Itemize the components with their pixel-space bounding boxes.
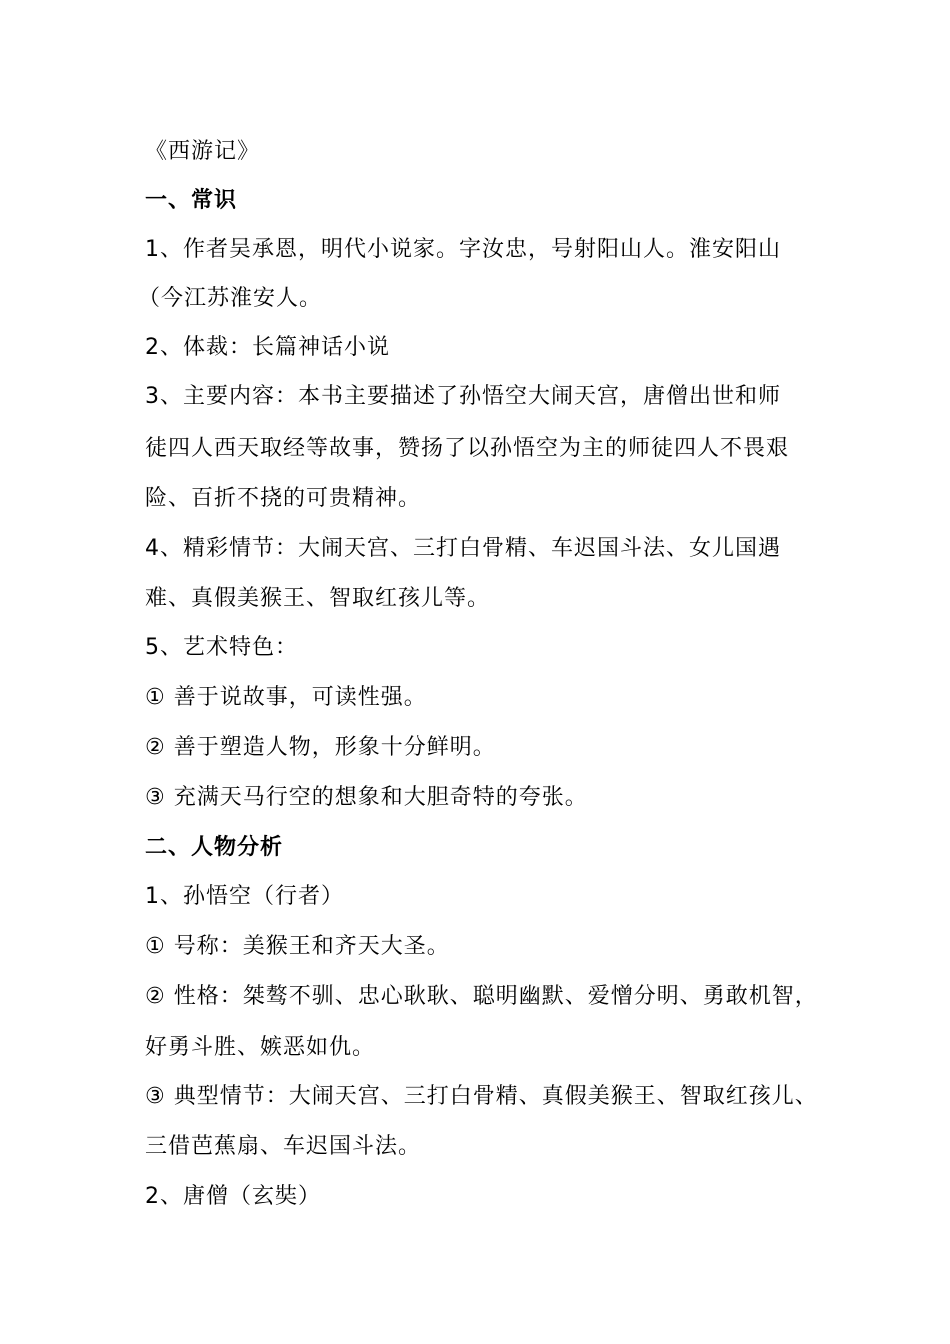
character-sun-wukong-personality-1: ② 性格：桀骜不驯、忠心耿耿、聪明幽默、爱憎分明、勇敢机智， (145, 984, 818, 1009)
content-line-2: 徒四人西天取经等故事，赞扬了以孙悟空为主的师徒四人不畏艰 (145, 436, 790, 461)
genre-line: 2、体裁：长篇神话小说 (145, 335, 390, 360)
content-line-3: 险、百折不挠的可贵精神。 (145, 486, 422, 511)
plot-line-1: 4、精彩情节：大闹天宫、三打白骨精、车迟国斗法、女儿国遇 (145, 536, 781, 561)
author-line-2: （今江苏淮安人。 (138, 286, 323, 311)
plot-line-2: 难、真假美猴王、智取红孩儿等。 (145, 586, 491, 611)
art-feature-3: ③ 充满天马行空的想象和大胆奇特的夸张。 (145, 785, 588, 810)
document-title: 《西游记》 (145, 139, 261, 164)
art-feature-1: ① 善于说故事，可读性强。 (145, 685, 427, 710)
character-sun-wukong-titles: ① 号称：美猴王和齐天大圣。 (145, 934, 450, 959)
content-line-1: 3、主要内容：本书主要描述了孙悟空大闹天宫，唐僧出世和师 (145, 384, 781, 409)
section-heading-character-analysis: 二、人物分析 (145, 835, 284, 860)
author-line-1: 1、作者吴承恩，明代小说家。字汝忠，号射阳山人。淮安阳山 (145, 237, 781, 262)
character-tang-seng-heading: 2、唐僧（玄奘） (145, 1184, 321, 1209)
art-feature-2: ② 善于塑造人物，形象十分鲜明。 (145, 735, 496, 760)
character-sun-wukong-plots-1: ③ 典型情节：大闹天宫、三打白骨精、真假美猴王、智取红孩儿、 (145, 1084, 818, 1109)
art-features-heading: 5、艺术特色： (145, 635, 298, 660)
character-sun-wukong-personality-2: 好勇斗胜、嫉恶如仇。 (145, 1035, 376, 1060)
character-sun-wukong-heading: 1、孙悟空（行者） (145, 884, 344, 909)
section-heading-common-knowledge: 一、常识 (145, 188, 238, 213)
character-sun-wukong-plots-2: 三借芭蕉扇、车迟国斗法。 (145, 1134, 422, 1159)
